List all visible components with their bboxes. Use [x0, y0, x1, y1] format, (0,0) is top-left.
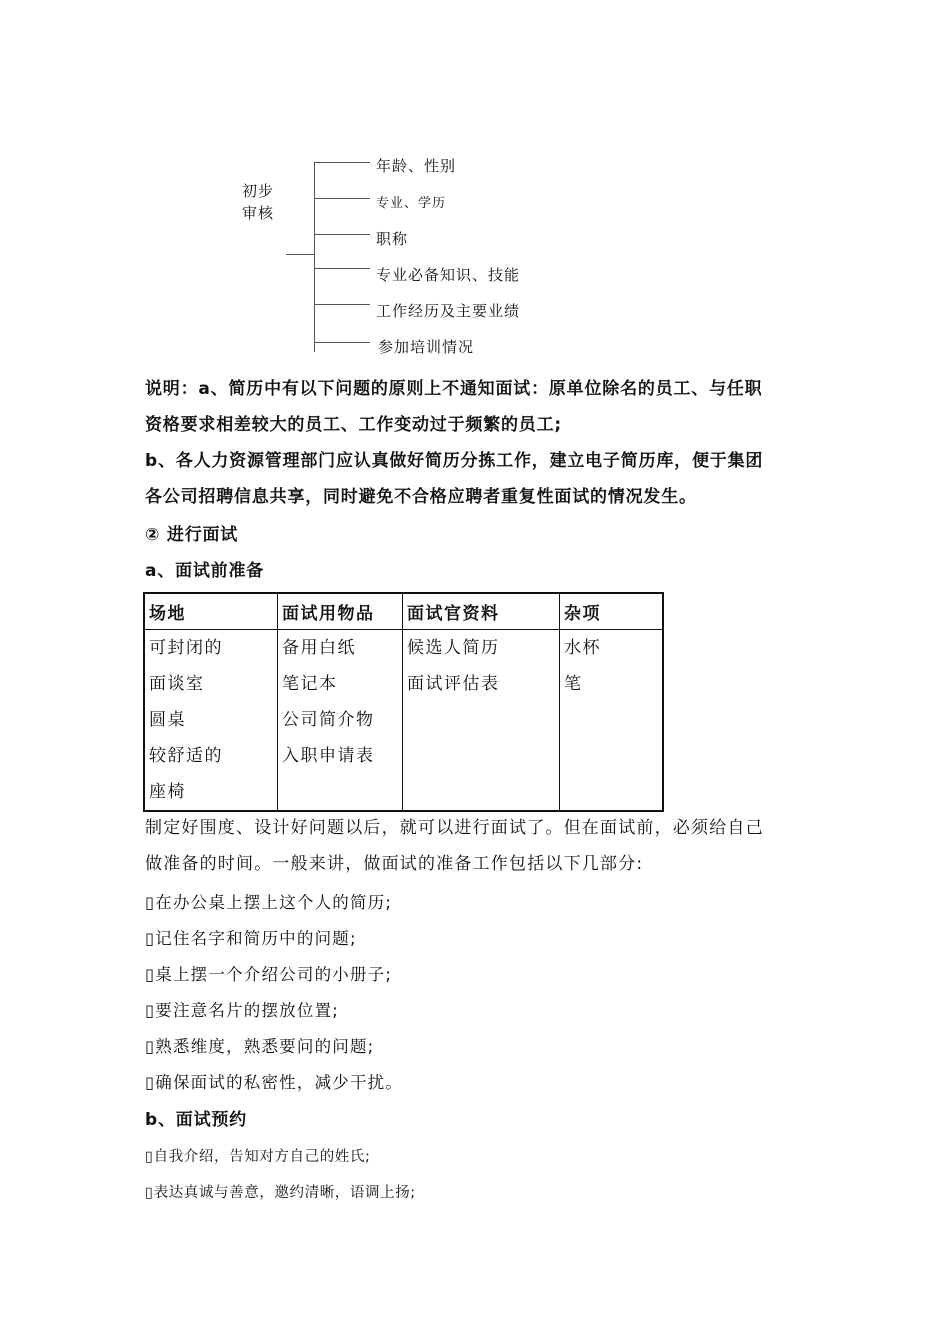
tree-branch [314, 198, 370, 199]
tree-branch [314, 234, 370, 235]
bullet-icon: ▯ [145, 1037, 156, 1056]
tree-root-line-1: 初步 [242, 182, 275, 200]
note-line: 各公司招聘信息共享，同时避免不合格应聘者重复性面试的情况发生。 [145, 487, 697, 507]
cell-misc [560, 630, 664, 812]
cell-venue [144, 630, 278, 812]
note-paragraph [145, 371, 825, 515]
list-item: ▯桌上摆一个介绍公司的小册子; [145, 965, 393, 984]
tree-root-line-2: 审核 [242, 204, 275, 222]
header-venue: 场地 [144, 593, 278, 630]
cell-line: 可封闭的 [149, 638, 223, 658]
cell-line: 较舒适的 [149, 746, 223, 766]
list-item: ▯熟悉维度，熟悉要问的问题; [145, 1037, 375, 1056]
prep-table [143, 592, 664, 812]
bullet-icon: ▯ [145, 1185, 154, 1201]
tree-item-training: 参加培训情况 [378, 338, 475, 356]
cell-supplies [278, 630, 403, 812]
bullet-icon: ▯ [145, 893, 156, 912]
cell-line: 公司简介物 [282, 710, 375, 730]
note-line: 资格要求相差较大的员工、工作变动过于频繁的员工; [145, 415, 562, 435]
cell-line: 座椅 [149, 782, 186, 802]
cell-line: 备用白纸 [282, 638, 356, 658]
tree-item-title: 职称 [376, 230, 409, 248]
tree-item-age-gender: 年龄、性别 [376, 157, 457, 175]
sub-heading-a: a、面试前准备 [145, 561, 265, 581]
note-line: 说明：a、简历中有以下问题的原则上不通知面试：原单位除名的员工、与任职 [145, 379, 763, 399]
list-item: ▯要注意名片的摆放位置; [145, 1001, 340, 1020]
cell-interviewer-materials [403, 630, 560, 812]
tree-branch [314, 162, 370, 163]
bullet-icon: ▯ [145, 1149, 154, 1165]
cell-line: 面谈室 [149, 674, 205, 694]
cell-line: 笔记本 [282, 674, 338, 694]
sub-heading-b: b、面试预约 [145, 1110, 247, 1130]
tree-root-label [242, 180, 274, 224]
bullet-icon: ▯ [145, 1001, 156, 1020]
bullet-icon: ▯ [145, 1073, 156, 1092]
tree-item-experience: 工作经历及主要业绩 [376, 302, 521, 320]
section-heading: ② 进行面试 [145, 525, 239, 545]
bullet-icon: ▯ [145, 929, 156, 948]
tree-item-skills: 专业必备知识、技能 [376, 266, 521, 284]
header-misc: 杂项 [560, 593, 664, 630]
tree-trunk [314, 162, 315, 352]
cell-line: 入职申请表 [282, 746, 375, 766]
bullet-icon: ▯ [145, 965, 156, 984]
list-item: ▯表达真诚与善意，邀约清晰，语调上扬; [145, 1185, 416, 1201]
tree-branch [314, 304, 370, 305]
list-item: ▯记住名字和简历中的问题; [145, 929, 357, 948]
cell-line: 水杯 [564, 638, 601, 658]
table-row [144, 630, 663, 812]
tree-item-major-education: 专业、学历 [376, 196, 447, 211]
note-line: b、各人力资源管理部门应认真做好简历分拣工作，建立电子简历库，便于集团 [145, 451, 764, 471]
cell-line: 圆桌 [149, 710, 186, 730]
intro-line: 做准备的时间。一般来讲，做面试的准备工作包括以下几部分: [145, 854, 644, 874]
intro-paragraph [145, 810, 764, 882]
cell-line: 面试评估表 [407, 674, 500, 694]
cell-line: 笔 [564, 674, 583, 694]
table-header-row [144, 593, 663, 630]
tree-branch [314, 342, 370, 343]
tree-branch [314, 268, 370, 269]
list-item: ▯确保面试的私密性，减少干扰。 [145, 1073, 404, 1092]
list-item: ▯在办公桌上摆上这个人的简历; [145, 893, 393, 912]
header-interviewer-materials: 面试官资料 [403, 593, 560, 630]
list-item: ▯自我介绍，告知对方自己的姓氏; [145, 1149, 371, 1165]
cell-line: 候选人简历 [407, 638, 500, 658]
intro-line: 制定好围度、设计好问题以后，就可以进行面试了。但在面试前，必须给自己 [145, 818, 764, 838]
header-supplies: 面试用物品 [278, 593, 403, 630]
tree-root-connector [286, 254, 314, 255]
